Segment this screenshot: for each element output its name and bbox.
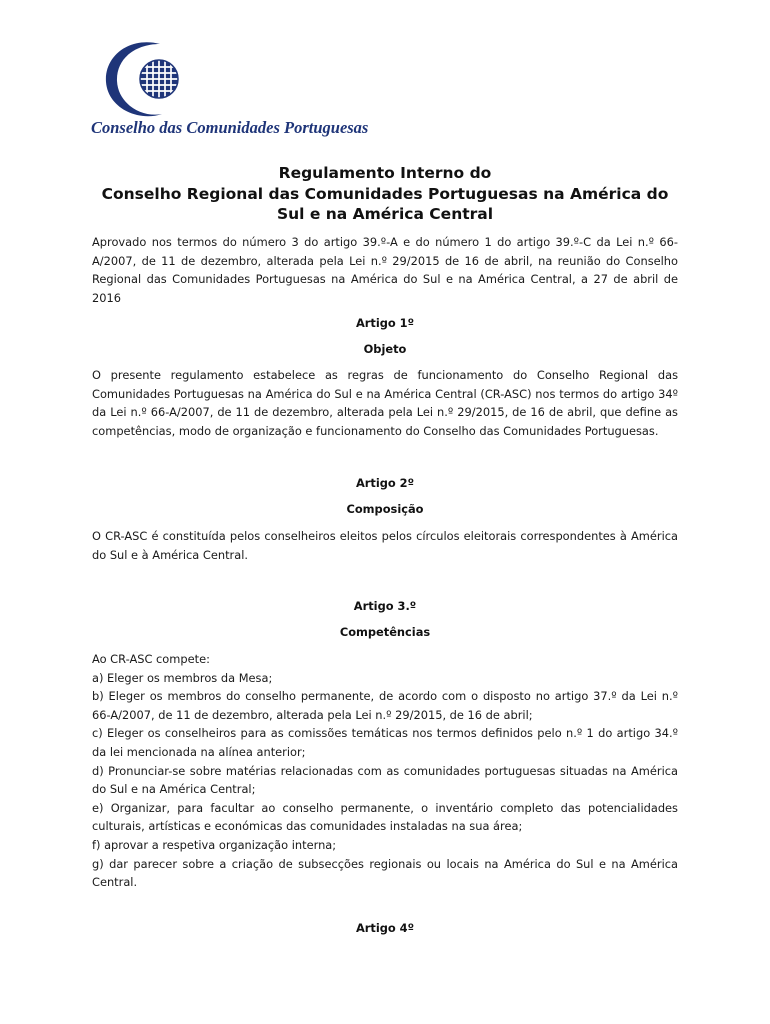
title-line-3: Sul e na América Central [276, 205, 494, 223]
article-3-name: Competências [339, 625, 431, 639]
list-item: f) aprovar a respetiva organização interna; [92, 837, 337, 852]
list-item: c) Eleger os conselheiros para as comissões temáticas nos termos definidos pelo n.º 1 do artigo 34.º da lei mencionada na alínea anterior; [92, 726, 678, 759]
article-1-name: Objeto [363, 342, 407, 356]
article-3-intro: Ao CR-ASC compete: [92, 652, 210, 666]
globe-c-logo-icon [100, 38, 192, 120]
list-item: d) Pronunciar-se sobre matérias relacionadas com as comunidades portuguesas situadas na América do Sul e na América Central; [92, 763, 678, 797]
list-item: g) dar parecer sobre a criação de subsecções regionais ou locais na América do Sul e na América Central. [92, 856, 678, 890]
article-2-text: O CR-ASC é constituída pelos conselheiros eleitos pelos círculos eleitorais correspondentes à América do Sul e à América Central. [92, 529, 678, 562]
article-2-number: Artigo 2º [355, 476, 415, 490]
article-2-name: Composição [346, 502, 424, 516]
title-line-1: Regulamento Interno do [278, 164, 492, 182]
article-3-list [92, 650, 678, 892]
article-1-number: Artigo 1º [355, 316, 415, 330]
list-item: a) Eleger os membros da Mesa; [92, 670, 273, 685]
list-item: e) Organizar, para facultar ao conselho permanente, o inventário completo das potencialidades culturais, artísticas e económicas das comunidades instaladas na sua área; [92, 800, 678, 834]
title-line-2: Conselho Regional das Comunidades Portuguesas na América do [101, 184, 669, 203]
article-4-number: Artigo 4º [355, 921, 415, 935]
list-item: b) Eleger os membros do conselho permanente, de acordo com o disposto no artigo 37.º da Lei n.º 66-A/2007, de 11 de dezembro, alterada pela Lei n.º 29/2015, de 16 de abril; [92, 689, 678, 722]
article-3-number: Artigo 3.º [353, 599, 417, 613]
document-title [92, 163, 678, 225]
approval-paragraph: Aprovado nos termos do número 3 do artigo 39.º-A e do número 1 do artigo 39.º-C da Lei n.º 66-A/2007, de 11 de dezembro, alterada pela Lei n.º 29/2015 de 16 de abril, na reunião do Conselho Regional das Comunidades Portuguesas na América do Sul e na América Central, a 27 de abril de 2016 [92, 235, 678, 305]
organization-name: Conselho das Comunidades Portuguesas [91, 118, 369, 137]
article-1-text: O presente regulamento estabelece as regras de funcionamento do Conselho Regional das Comunidades Portuguesas na América do Sul e na América Central (CR-ASC) nos termos do artigo 34º da Lei n.º 66-A/2007, de 11 de dezembro, alterada pela Lei n.º 29/2015, de 16 de abril, que define as competências, modo de organização e funcionamento do Conselho das Comunidades Portuguesas. [92, 368, 678, 438]
